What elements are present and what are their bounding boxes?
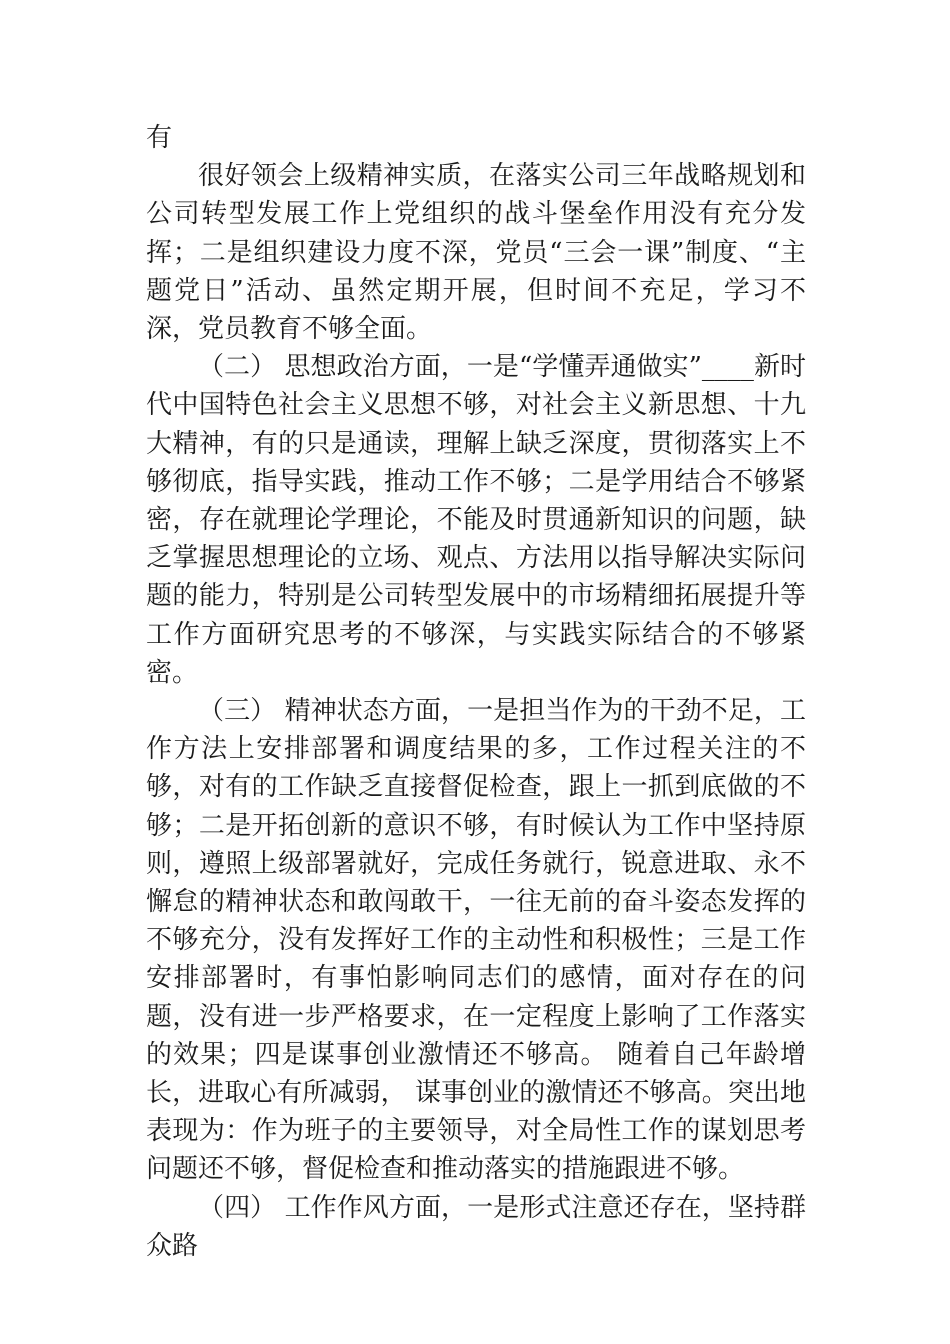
paragraph-organization: 很好领会上级精神实质，在落实公司三年战略规划和公司转型发展工作上党组织的战斗堡垒作用没有充分发挥；二是组织建设力度不深，党员“三会一课”制度、“主题党日”活动、虽然定期开展，但时间不充足，学习不深，党员教育不够全面。 bbox=[146, 161, 806, 345]
document-body bbox=[146, 119, 806, 1265]
paragraph-ideology: （二） 思想政治方面，一是“学懂弄通做实”____新时代中国特色社会主义思想不够，对社会主义新思想、十九大精神，有的只是通读，理解上缺乏深度，贯彻落实上不够彻底，指导实践，推动工作不够；二是学用结合不够紧密，存在就理论学理论，不能及时贯通新知识的问题，缺乏掌握思想理论的立场、观点、方法用以指导解决实际问题的能力，特别是公司转型发展中的市场精细拓展提升等工作方面研究思考的不够深，与实践实际结合的不够紧密。 bbox=[146, 352, 806, 688]
paragraph-work-style: （四） 工作作风方面，一是形式注意还存在，坚持群众路 bbox=[146, 1192, 806, 1261]
paragraph-continuation: 有 bbox=[146, 123, 173, 153]
paragraph-spirit: （三） 精神状态方面，一是担当作为的干劲不足，工作方法上安排部署和调度结果的多，工作过程关注的不够，对有的工作缺乏直接督促检查，跟上一抓到底做的不够；二是开拓创新的意识不够，有时候认为工作中坚持原则，遵照上级部署就好，完成任务就行，锐意进取、永不懈怠的精神状态和敢闯敢干，一往无前的奋斗姿态发挥的不够充分，没有发挥好工作的主动性和积极性；三是工作安排部署时，有事怕影响同志们的感情，面对存在的问题，没有进一步严格要求，在一定程度上影响了工作落实的效果；四是谋事创业激情还不够高。 随着自己年龄增长，进取心有所减弱， 谋事创业的激情还不够高。突出地表现为：作为班子的主要领导，对全局性工作的谋划思考问题还不够，督促检查和推动落实的措施跟进不够。 bbox=[146, 696, 806, 1185]
